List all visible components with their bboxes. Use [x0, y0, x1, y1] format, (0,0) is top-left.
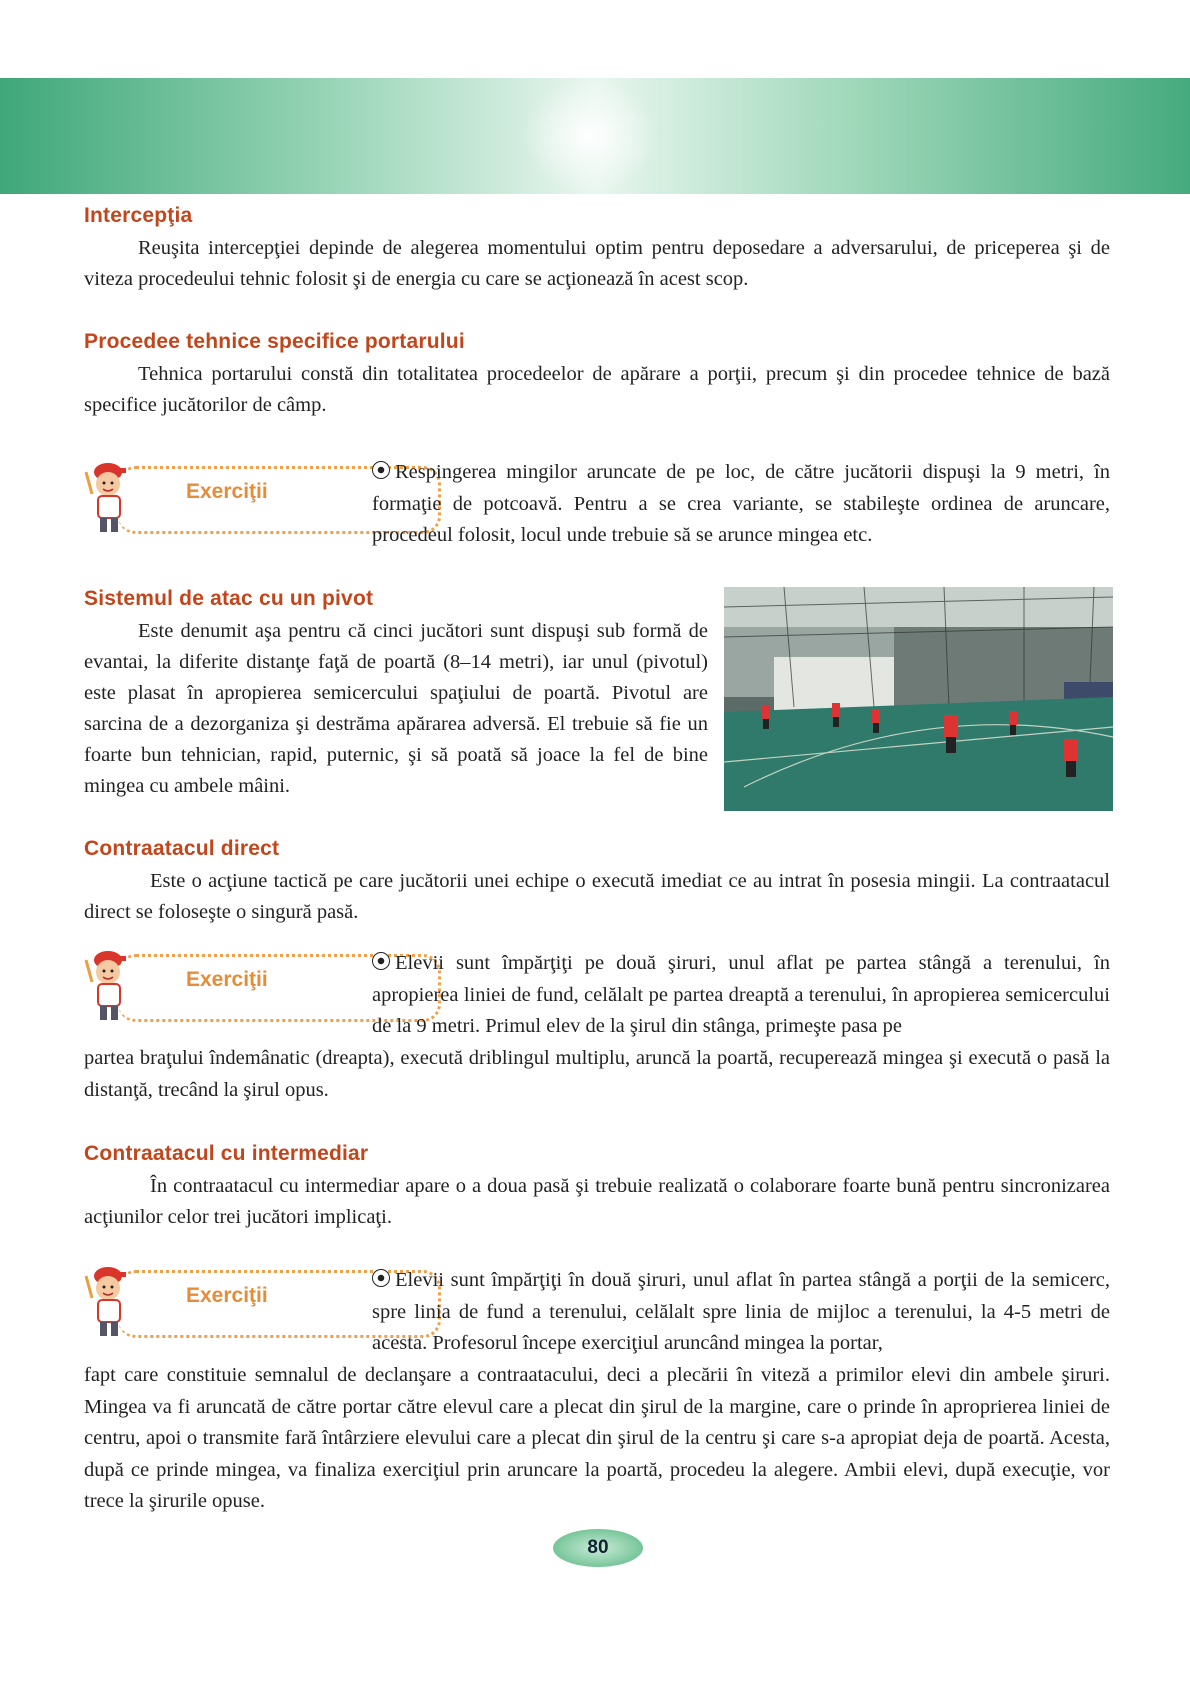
exercise-text-2: Elevii sunt împărţiţi pe două şiruri, unul aflat pe partea stângă a terenului, în apropierea liniei de fund, celălalt pe partea dreaptă a terenului, în apropierea semicercului de la 9 metri. Primul elev de la şirul din stânga, primeşte pasa pe	[372, 952, 1110, 1037]
handball-hall-photo	[724, 587, 1113, 811]
paragraph-contraatac-direct: Este o acţiune tactică pe care jucătorii unei echipe o execută imediat ce au intrat în posesia mingii. La contraatacul direct se foloseşte o singură pasă.	[84, 870, 1110, 923]
exercise-label: Exerciţii	[186, 968, 268, 991]
exercise-badge-1	[84, 458, 354, 532]
paragraph-contraatac-intermediar: În contraatacul cu intermediar apare o a doua pasă şi trebuie realizată o colaborare foarte bună pentru sincronizarea acţiunilor celor trei jucători implicaţi.	[84, 1175, 1110, 1228]
kid-mascot-icon	[84, 946, 134, 1024]
football-icon	[372, 1269, 390, 1287]
exercise-text-1: Respingerea mingilor aruncate de pe loc, de către jucătorii dispuşi la 9 metri, în formaţie de potcoavă. Pentru a se crea variante, se stabileşte ordinea de aruncare, procedeul folosit, locul unde trebuie să se arunce mingea etc.	[372, 461, 1110, 546]
exercise-label: Exerciţii	[186, 480, 268, 503]
heading-contraatac-intermediar: Contraatacul cu intermediar	[84, 1142, 369, 1165]
header-banner	[0, 78, 1190, 194]
heading-contraatac-direct: Contraatacul direct	[84, 837, 280, 860]
heading-pivot: Sistemul de atac cu un pivot	[84, 587, 374, 610]
exercise-label: Exerciţii	[186, 1284, 268, 1307]
kid-mascot-icon	[84, 458, 134, 536]
exercise-badge-2	[84, 946, 354, 1020]
exercise-text-2-continued: partea braţului îndemânatic (dreapta), execută driblingul multiplu, aruncă la poartă, recuperează mingea şi execută o pasă la distanţă, trecând la şirul opus.	[84, 1047, 1110, 1101]
banner-glow	[520, 78, 660, 194]
paragraph-interceptia: Reuşita intercepţiei depinde de alegerea momentului optim pentru deposedare a adversarului, de priceperea şi de viteza procedeului tehnic folosit şi de energia cu care se acţionează în acest scop.	[84, 237, 1110, 290]
page-number: 80	[553, 1529, 643, 1567]
paragraph-pivot: Este denumit aşa pentru că cinci jucători sunt dispuşi sub formă de evantai, la diferite distanţe faţă de poartă (8–14 metri), iar unul (pivotul) este plasat în apropierea semicercului spaţiului de poartă. Pivotul are sarcina de a dezorganiza şi destrăma apărarea adversă. El trebuie să fie un foarte bun tehnician, rapid, puternic, şi să poată să joace la fel de bine mingea cu ambele mâini.	[84, 620, 708, 797]
heading-interceptia: Intercepţia	[84, 204, 193, 227]
football-icon	[372, 952, 390, 970]
heading-portar: Procedee tehnice specifice portarului	[84, 330, 465, 353]
paragraph-portar: Tehnica portarului constă din totalitatea procedeelor de apărare a porţii, precum şi din procedee tehnice de bază specifice jucătorilor de câmp.	[84, 363, 1110, 416]
exercise-badge-3	[84, 1262, 354, 1336]
exercise-text-3-continued: fapt care constituie semnalul de declanşare a contraatacului, deci a plecării în viteză a primilor elevi din ambele şiruri. Mingea va fi aruncată de către portar către elevul care a plecat din şirul de la margine, care o prinde în aproprierea liniei de centru, apoi o transmite fară întârziere elevului care a plecat din şirul de la centru şi care s-a apropiat deja de poartă. Acesta, după ce prinde mingea, va finaliza exerciţiul prin aruncare la poartă, procedeu la alegere. Ambii elevi, după execuţie, vor trece la şirurile opuse.	[84, 1364, 1110, 1512]
football-icon	[372, 461, 390, 479]
kid-mascot-icon	[84, 1262, 134, 1340]
exercise-text-3: Elevii sunt împărţiţi în două şiruri, unul aflat în partea stângă a porţii de la semicerc, spre linia de fund a terenului, celălalt spre linia de mijloc a terenului, la 4-5 metri de acesta. Profesorul începe exerciţiul aruncând mingea la portar,	[372, 1269, 1110, 1354]
